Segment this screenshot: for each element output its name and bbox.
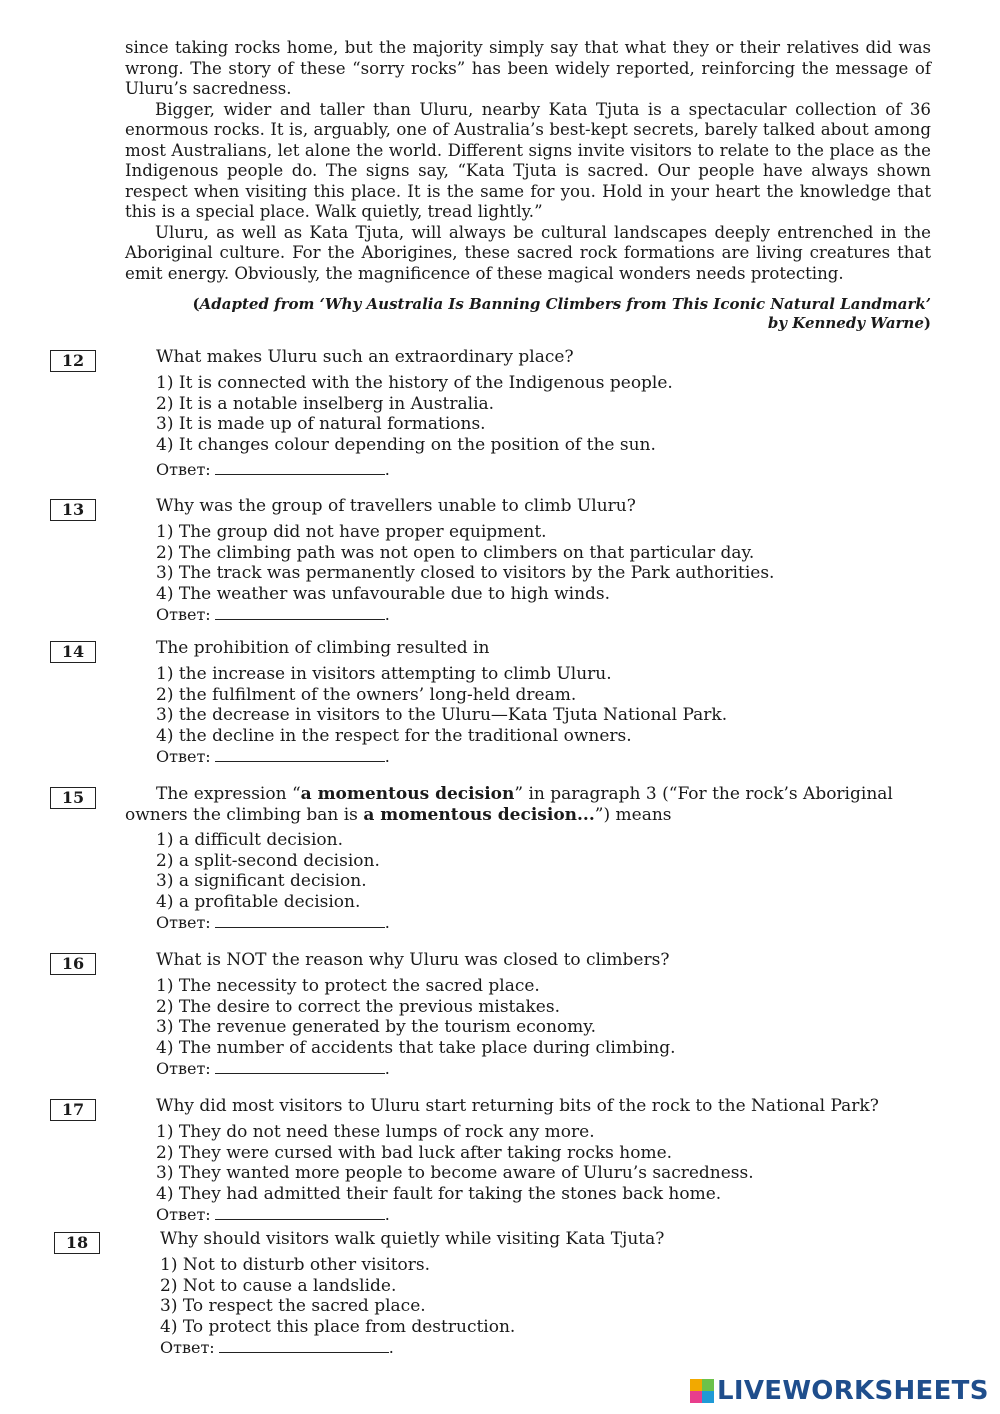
option-3[interactable]: 3) They wanted more people to become aware of Uluru’s sacredness.	[156, 1163, 754, 1183]
question-stem: Why should visitors walk quietly while visiting Kata Tjuta?	[160, 1229, 665, 1249]
option-2[interactable]: 2) the fulfilment of the owners’ long-held dream.	[156, 684, 577, 705]
answer-row: Ответ: .	[156, 1059, 390, 1078]
question-stem: What makes Uluru such an extraordinary place?	[156, 347, 574, 367]
option-2[interactable]: 2) Not to cause a landslide.	[160, 1275, 397, 1296]
question-number-box: 15	[50, 787, 96, 809]
option-3[interactable]: 3) The revenue generated by the tourism economy.	[156, 1017, 597, 1037]
answer-row: Ответ: .	[156, 1205, 390, 1224]
options-list	[156, 1122, 754, 1204]
source-author: by Kennedy Warne	[767, 313, 924, 332]
answer-label: Ответ:	[156, 1205, 211, 1224]
option-4[interactable]: 4) The number of accidents that take place during climbing.	[156, 1037, 676, 1058]
option-3[interactable]: 3) It is made up of natural formations.	[156, 414, 486, 434]
answer-label: Ответ:	[156, 747, 211, 766]
option-4[interactable]: 4) To protect this place from destruction.	[160, 1316, 516, 1337]
answer-label: Ответ:	[160, 1338, 215, 1357]
answer-label: Ответ:	[156, 605, 211, 624]
highlighted-phrase: a momentous decision	[300, 784, 515, 804]
question-stem: What is NOT the reason why Uluru was closed to climbers?	[156, 950, 670, 970]
option-2[interactable]: 2) They were cursed with bad luck after taking rocks home.	[156, 1142, 673, 1163]
passage-paragraph: Bigger, wider and taller than Uluru, nearby Kata Tjuta is a spectacular collection of 36 enormous rocks. It is, arguably, one of Australia’s best-kept secrets, barely talked about among most Australians, let alone the world. Different signs invite visitors to relate to the place as the Indigenous people do. The signs say, “Kata Tjuta is sacred. Our people have always shown respect when visiting this place. It is the same for you. Hold in your heart the knowledge that this is a special place. Walk quietly, tread lightly.”	[125, 99, 931, 221]
options-list	[156, 830, 380, 912]
question-stem: The expression “a momentous decision” in paragraph 3 (“For the rock’s Aboriginal owners the climbing ban is a momentous decision...”) means	[125, 784, 893, 825]
option-2[interactable]: 2) It is a notable inselberg in Australia.	[156, 393, 495, 414]
answer-row: Ответ: .	[156, 747, 390, 766]
answer-field[interactable]	[215, 913, 385, 928]
question-stem: The prohibition of climbing resulted in	[156, 638, 490, 658]
options-list	[156, 522, 774, 604]
liveworksheets-logo	[690, 1376, 989, 1406]
option-1[interactable]: 1) the increase in visitors attempting to climb Uluru.	[156, 664, 612, 684]
option-4[interactable]: 4) It changes colour depending on the position of the sun.	[156, 434, 656, 455]
option-3[interactable]: 3) The track was permanently closed to visitors by the Park authorities.	[156, 563, 775, 583]
option-1[interactable]: 1) The necessity to protect the sacred place.	[156, 976, 540, 996]
answer-row: Ответ: .	[156, 460, 390, 479]
source-title: Adapted from ‘Why Australia Is Banning Climbers from This Iconic Natural Landmark’	[199, 295, 931, 313]
answer-field[interactable]	[215, 460, 385, 475]
options-list	[160, 1255, 515, 1337]
question-number-box: 18	[54, 1232, 100, 1254]
answer-label: Ответ:	[156, 913, 211, 932]
option-2[interactable]: 2) a split-second decision.	[156, 850, 380, 871]
answer-label: Ответ:	[156, 1059, 211, 1078]
option-3[interactable]: 3) a significant decision.	[156, 871, 367, 891]
option-2[interactable]: 2) The climbing path was not open to climbers on that particular day.	[156, 542, 755, 563]
option-4[interactable]: 4) the decline in the respect for the traditional owners.	[156, 725, 632, 746]
option-4[interactable]: 4) a profitable decision.	[156, 891, 361, 912]
question-number-box: 13	[50, 499, 96, 521]
answer-field[interactable]	[215, 605, 385, 620]
highlighted-phrase: a momentous decision...	[363, 804, 595, 825]
answer-row: Ответ: .	[156, 913, 390, 932]
question-number-box: 12	[50, 350, 96, 372]
option-2[interactable]: 2) The desire to correct the previous mistakes.	[156, 996, 560, 1017]
answer-field[interactable]	[215, 1205, 385, 1220]
option-1[interactable]: 1) Not to disturb other visitors.	[160, 1255, 431, 1275]
answer-row: Ответ: .	[156, 605, 390, 624]
answer-field[interactable]	[215, 1059, 385, 1074]
answer-label: Ответ:	[156, 460, 211, 479]
liveworksheets-logo-icon	[690, 1379, 714, 1403]
question-stem: Why was the group of travellers unable to climb Uluru?	[156, 496, 636, 516]
question-number-box: 17	[50, 1099, 96, 1121]
options-list	[156, 976, 676, 1058]
option-1[interactable]: 1) The group did not have proper equipment.	[156, 522, 547, 542]
option-4[interactable]: 4) The weather was unfavourable due to high winds.	[156, 583, 611, 604]
option-3[interactable]: 3) To respect the sacred place.	[160, 1296, 426, 1316]
question-stem: Why did most visitors to Uluru start returning bits of the rock to the National Park?	[156, 1096, 879, 1116]
option-1[interactable]: 1) They do not need these lumps of rock any more.	[156, 1122, 595, 1142]
option-1[interactable]: 1) It is connected with the history of the Indigenous people.	[156, 373, 673, 393]
passage-paragraph: since taking rocks home, but the majority simply say that what they or their relatives did was wrong. The story of these “sorry rocks” has been widely reported, reinforcing the message of Uluru’s sacredness.	[125, 38, 931, 98]
passage-source: (Adapted from ‘Why Australia Is Banning Climbers from This Iconic Natural Landmark’ by Kennedy Warne)	[192, 295, 931, 332]
answer-field[interactable]	[215, 747, 385, 762]
reading-passage	[125, 38, 931, 284]
options-list	[156, 664, 727, 746]
logo-text: LIVEWORKSHEETS	[717, 1376, 989, 1406]
answer-field[interactable]	[219, 1338, 389, 1353]
option-1[interactable]: 1) a difficult decision.	[156, 830, 344, 850]
question-number-box: 16	[50, 953, 96, 975]
question-number-box: 14	[50, 641, 96, 663]
passage-paragraph: Uluru, as well as Kata Tjuta, will always be cultural landscapes deeply entrenched in the Aboriginal culture. For the Aborigines, these sacred rock formations are living creatures that emit energy. Obviously, the magnificence of these magical wonders needs protecting.	[125, 222, 931, 283]
options-list	[156, 373, 673, 455]
option-3[interactable]: 3) the decrease in visitors to the Uluru—Kata Tjuta National Park.	[156, 705, 728, 725]
option-4[interactable]: 4) They had admitted their fault for taking the stones back home.	[156, 1183, 722, 1204]
answer-row: Ответ: .	[160, 1338, 394, 1357]
